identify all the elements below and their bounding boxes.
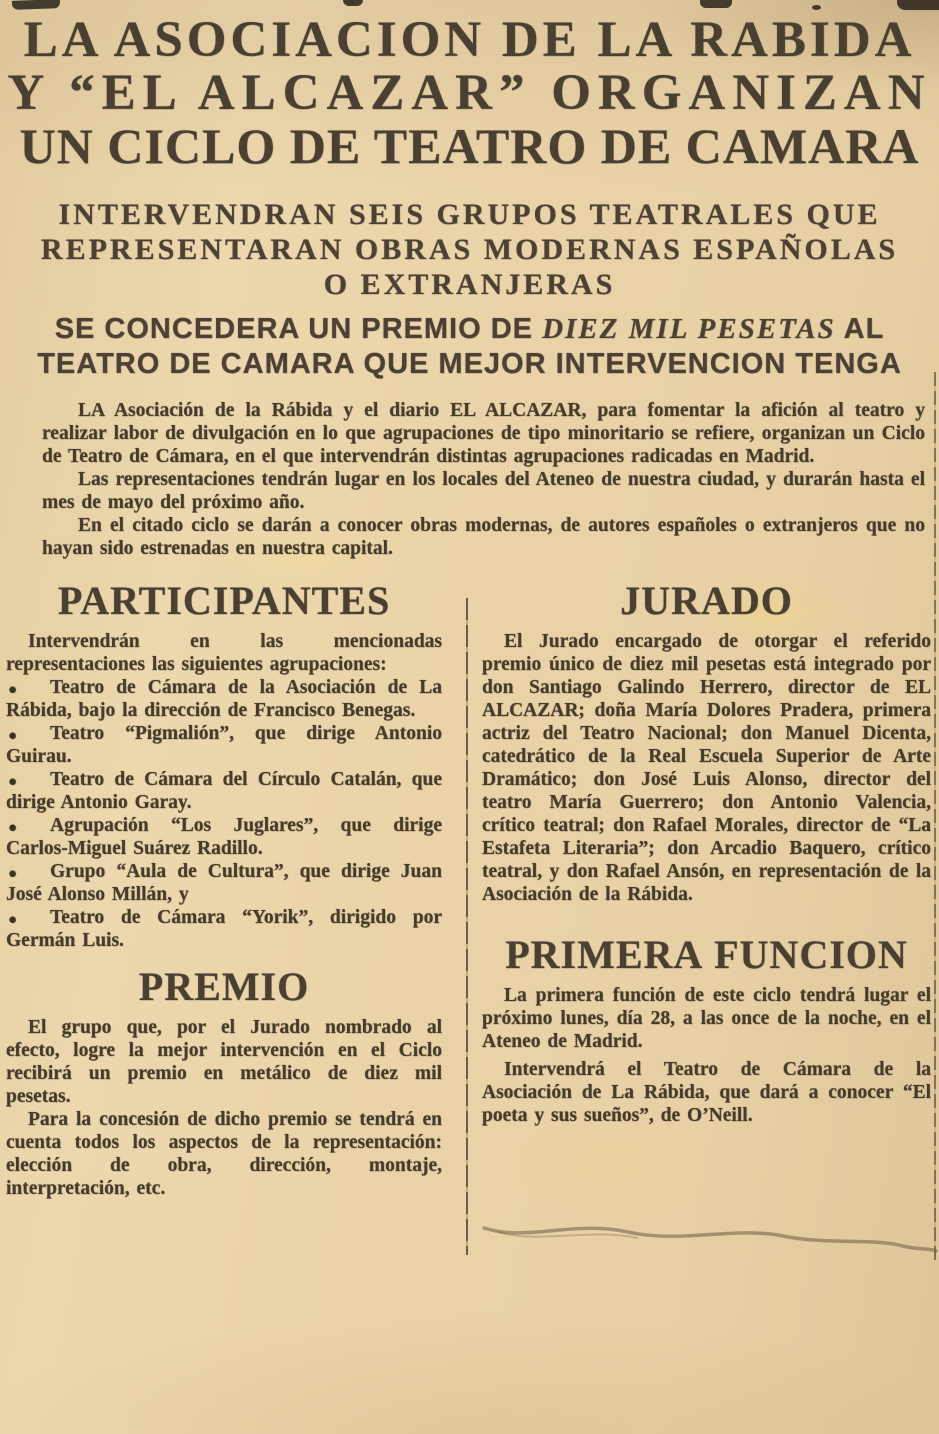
participant-item <box>6 722 442 768</box>
participant-item-text: Teatro de Cámara “Yorik”, dirigido por Germán Luis. <box>6 907 442 951</box>
section-heading-premio: PREMIO <box>138 964 310 1009</box>
bullet-icon: ● <box>8 728 18 744</box>
subheadline-groups <box>6 197 933 302</box>
primera-funcion-paragraph: La primera función de este ciclo tendrá lugar el próximo lunes, día 28, a las once de la noche, en el Ateneo de Madrid. <box>482 985 931 1052</box>
participantes-intro: Intervendrán en las mencionadas representaciones las siguientes agrupaciones: <box>6 631 442 675</box>
section-heading-primera-funcion: PRIMERA FUNCION <box>505 932 908 977</box>
participant-item-text: Teatro de Cámara del Círculo Catalán, que dirige Antonio Garay. <box>6 769 442 813</box>
participant-item <box>6 814 442 860</box>
bullet-icon: ● <box>8 682 18 698</box>
intro-paragraph: LA Asociación de la Rábida y el diario EL ALCAZAR, para fomentar la afición al teatro y realizar labor de divulgación en lo que agrupaciones de tipo minoritario se refiere, organizan un Ciclo de Teatro de Cámara, en el que intervendrán distintas agrupaciones radicadas en Madrid. <box>42 400 925 467</box>
column-divider <box>466 598 468 1255</box>
subheadline-groups-line-2: REPRESENTARAN OBRAS MODERNAS ESPAÑOLAS <box>40 233 899 266</box>
left-column <box>0 578 452 1200</box>
subheadline-prize <box>6 312 933 382</box>
participant-item <box>6 906 442 952</box>
participant-item <box>6 676 442 722</box>
premio-paragraph: El grupo que, por el Jurado nombrado al efecto, logre la mejor intervención en el Ciclo recibirá un premio en metálico de diez mil pesetas. <box>6 1017 442 1107</box>
torn-edge-mark <box>897 0 939 10</box>
section-heading-jurado: JURADO <box>620 578 793 623</box>
intro-section <box>0 399 939 560</box>
intro-paragraph: En el citado ciclo se darán a conocer obras modernas, de autores españoles o extranjeros que no hayan sido estrenadas en nuestra capital. <box>42 515 925 559</box>
participant-item-text: Teatro de Cámara de la Asociación de La Rábida, bajo la dirección de Francisco Benegas. <box>6 677 442 721</box>
torn-edge-mark <box>343 0 363 6</box>
participant-item-text: Teatro “Pigmalión”, que dirige Antonio Guirau. <box>6 723 442 767</box>
headline-line-1: LA ASOCIACION DE LA RABIDA <box>23 12 916 68</box>
intro-paragraph: Las representaciones tendrán lugar en los locales del Ateneo de nuestra ciudad, y durarán hasta el mes de mayo del próximo año. <box>42 469 925 513</box>
columns <box>0 578 939 1200</box>
subheadline-prize-italic: DIEZ MIL PESETAS <box>542 313 836 345</box>
subheadline-prize-post: AL <box>835 313 885 345</box>
headline <box>4 14 935 173</box>
participant-item-text: Agrupación “Los Juglares”, que dirige Carlos-Miguel Suárez Radillo. <box>6 815 442 859</box>
ink-smudge <box>478 1198 939 1268</box>
bullet-icon: ● <box>8 866 18 882</box>
premio-paragraph: Para la concesión de dicho premio se tendrá en cuenta todos los aspectos de la representación: elección de obra, dirección, montaje, interpretación, etc. <box>6 1109 442 1199</box>
bullet-icon: ● <box>8 912 18 928</box>
jurado-paragraph: El Jurado encargado de otorgar el referido premio único de diez mil pesetas está integrado por don Santiago Galindo Herrero, director de EL ALCAZAR; doña María Dolores Pradera, primera actriz del Teatro Nacional; don Manuel Dicenta, catedrático de la Real Escuela Superior de Arte Dramático; don José Luis Alonso, director del teatro María Guerrero; don Antonio Valencia, crítico teatral; don Rafael Morales, director de “La Estafeta Literaria”; don Arcadio Baquero, crítico teatral, y don Rafael Ansón, en representación de la Asociación de la Rábida. <box>482 631 931 905</box>
torn-edge-mark <box>700 0 732 8</box>
right-column <box>482 578 939 1200</box>
bullet-icon: ● <box>8 774 18 790</box>
headline-line-3: UN CICLO DE TEATRO DE CAMARA <box>19 118 920 174</box>
headline-line-2: Y “EL ALCAZAR” ORGANIZAN <box>7 65 932 121</box>
torn-edge-mark <box>812 5 821 10</box>
participant-item <box>6 768 442 814</box>
subheadline-prize-line-2: TEATRO DE CAMARA QUE MEJOR INTERVENCION TENGA <box>37 348 902 380</box>
section-heading-participantes: PARTICIPANTES <box>57 578 391 623</box>
participant-item <box>6 860 442 906</box>
subheadline-groups-line-3: O EXTRANJERAS <box>323 268 616 301</box>
subheadline-prize-pre: SE CONCEDERA UN PREMIO DE <box>54 313 543 345</box>
subheadline-groups-line-1: INTERVENDRAN SEIS GRUPOS TEATRALES QUE <box>58 198 881 231</box>
right-edge-rule <box>934 372 937 1260</box>
subheadline-prize-line-1 <box>6 312 933 347</box>
torn-edge-mark <box>12 0 60 10</box>
bullet-icon: ● <box>8 820 18 836</box>
participant-item-text: Grupo “Aula de Cultura”, que dirige Juan José Alonso Millán, y <box>6 861 442 905</box>
primera-funcion-paragraph: Intervendrá el Teatro de Cámara de la Asociación de La Rábida, que dará a conocer “El poeta y sus sueños”, de O’Neill. <box>482 1059 931 1126</box>
